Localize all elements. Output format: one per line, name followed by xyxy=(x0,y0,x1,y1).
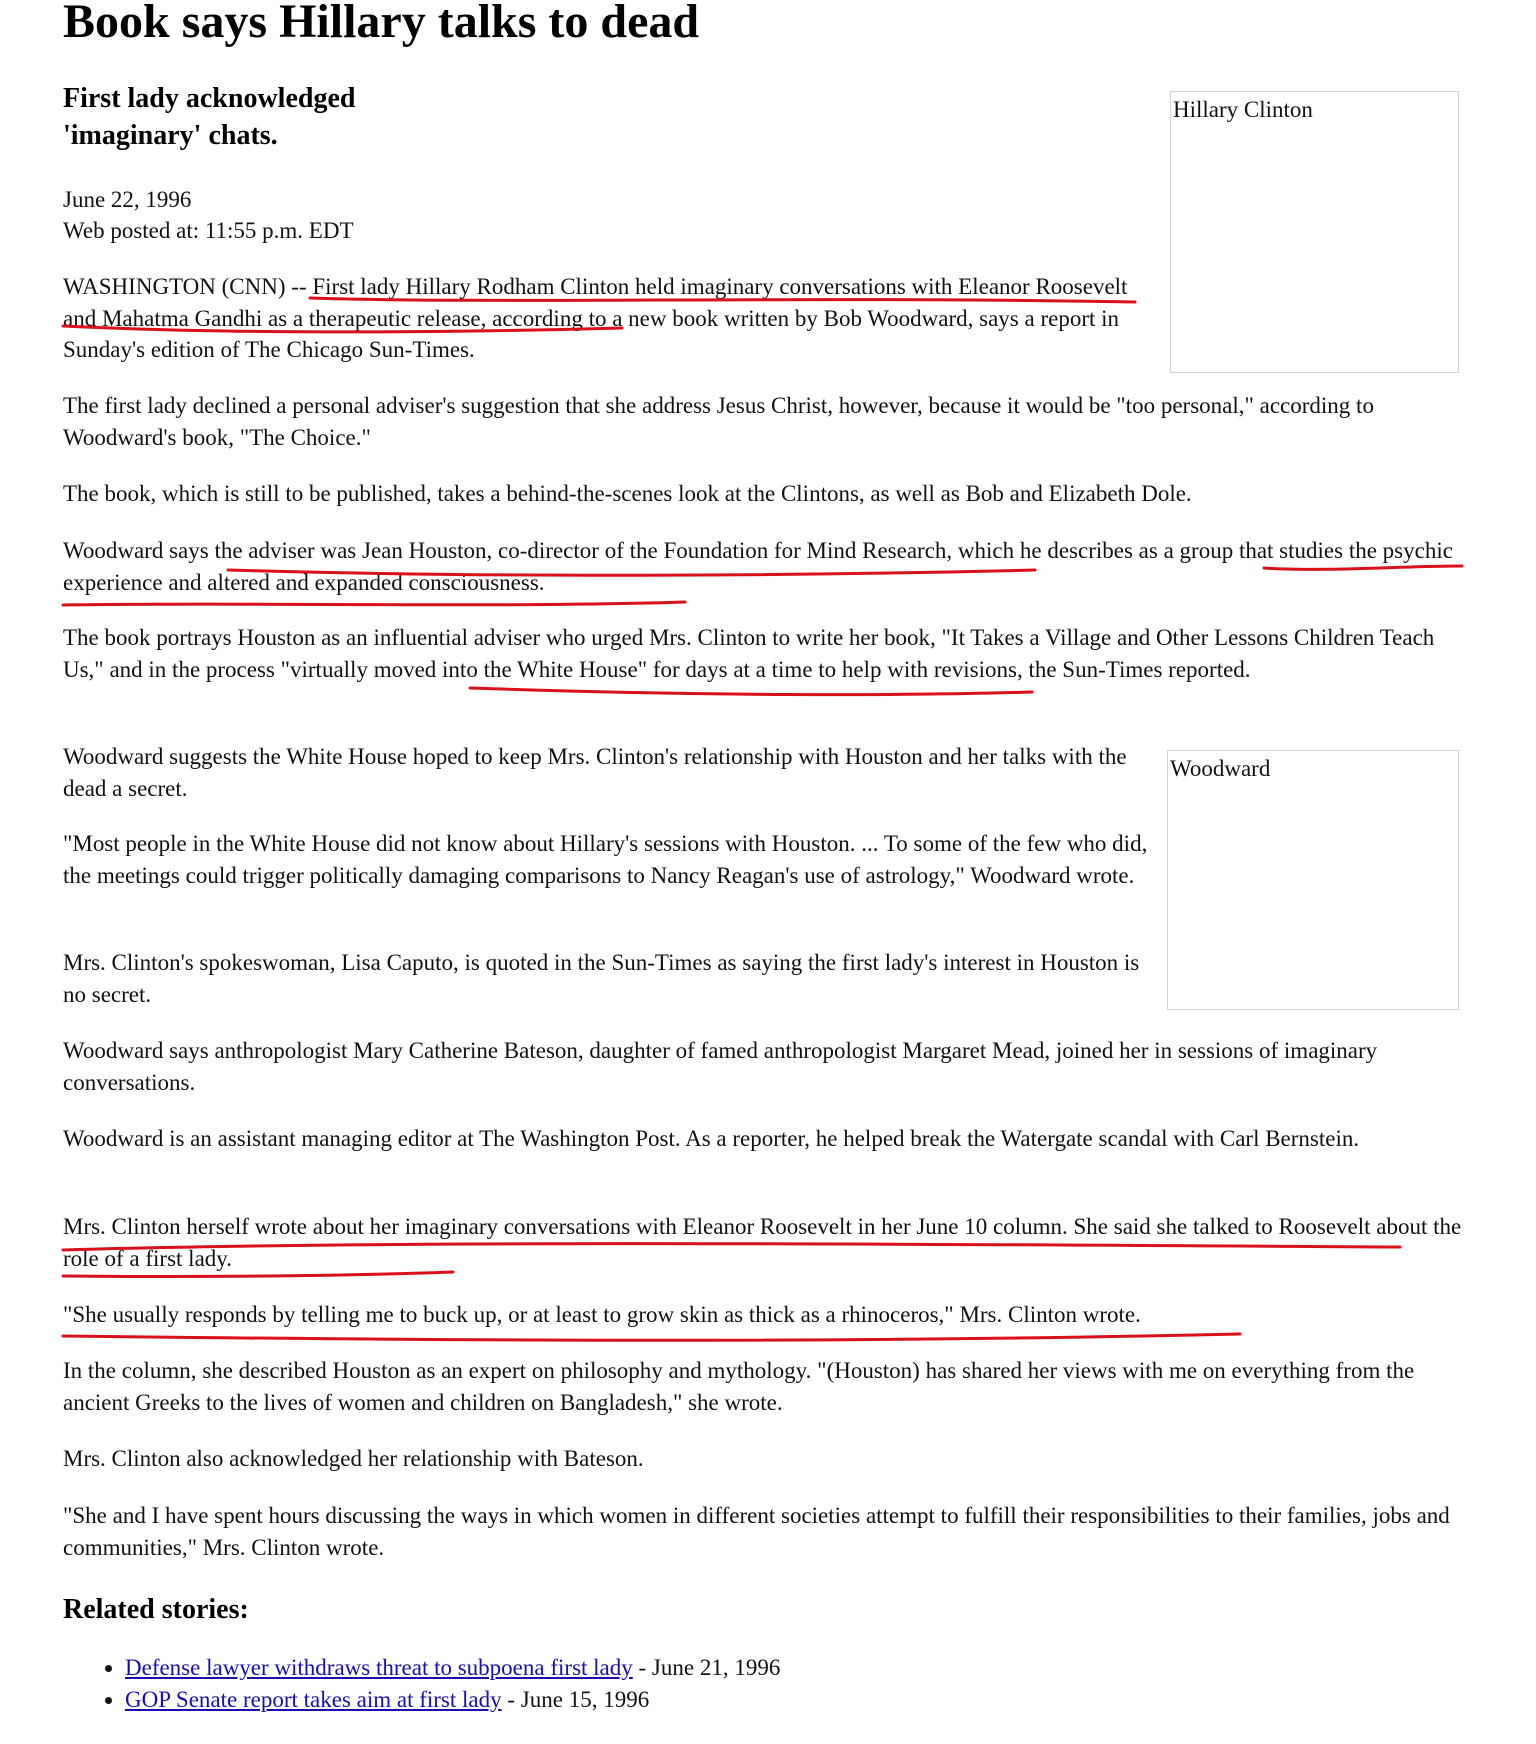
web-posted: Web posted at: 11:55 p.m. EDT xyxy=(63,218,354,243)
subhead: First lady acknowledged 'imaginary' chats. xyxy=(63,83,356,151)
underline-stroke xyxy=(470,688,1032,695)
woodward-photo-frame xyxy=(1167,750,1459,1010)
paragraph-12: "She usually responds by telling me to buck up, or at least to grow skin as thick as a rhinoceros," Mrs. Clinton wrote. xyxy=(63,1302,1141,1327)
underline-stroke xyxy=(63,1334,1240,1340)
paragraph-10: Woodward is an assistant managing editor at The Washington Post. As a reporter, he helped break the Watergate scandal with Carl Bernstein. xyxy=(63,1126,1360,1151)
related-stories-list xyxy=(63,1652,780,1715)
hillary-photo-caption: Hillary Clinton xyxy=(1173,97,1313,122)
paragraph-1: WASHINGTON (CNN) -- First lady Hillary Rodham Clinton held imaginary conversations with Eleanor Roosevelt and Mahatma Gandhi as a therapeutic release, according to a new book written by Bob Woodward, says a report in Sunday's edition of The Chicago Sun-Times. xyxy=(63,274,1128,362)
paragraph-11: Mrs. Clinton herself wrote about her imaginary conversations with Eleanor Roosevelt in her June 10 column. She said she talked to Roosevelt about the role of a first lady. xyxy=(63,1214,1462,1271)
paragraph-7: "Most people in the White House did not know about Hillary's sessions with Houston. ... To some of the few who did, the meetings could trigger politically damaging comparisons to Nancy Reagan's use of astrology," Woodward wrote. xyxy=(63,831,1148,888)
paragraph-6: Woodward suggests the White House hoped to keep Mrs. Clinton's relationship with Houston and her talks with the dead a secret. xyxy=(63,744,1127,801)
paragraph-13: In the column, she described Houston as an expert on philosophy and mythology. "(Houston) has shared her views with me on everything from the ancient Greeks to the lives of women and children on Bangladesh," she wrote. xyxy=(63,1358,1415,1415)
paragraph-5: The book portrays Houston as an influential adviser who urged Mrs. Clinton to write her book, "It Takes a Village and Other Lessons Children Teach Us," and in the process "virtually moved into the White House" for days at a time to help with revisions, the Sun-Times reported. xyxy=(63,625,1435,682)
paragraph-3: The book, which is still to be published, takes a behind-the-scenes look at the Clintons, as well as Bob and Elizabeth Dole. xyxy=(63,481,1192,506)
woodward-photo-caption: Woodward xyxy=(1170,756,1271,781)
dateline-date: June 22, 1996 xyxy=(63,187,192,212)
underline-stroke xyxy=(63,602,685,605)
paragraph-4: Woodward says the adviser was Jean Houston, co-director of the Foundation for Mind Research, which he describes as a group that studies the psychic experience and altered and expanded consciousness. xyxy=(63,538,1453,595)
paragraph-8: Mrs. Clinton's spokeswoman, Lisa Caputo, is quoted in the Sun-Times as saying the first lady's interest in Houston is no secret. xyxy=(63,950,1140,1007)
headline: Book says Hillary talks to dead xyxy=(63,0,700,48)
list-item xyxy=(125,1684,780,1716)
paragraph-2: The first lady declined a personal adviser's suggestion that she address Jesus Christ, however, because it would be "too personal," according to Woodward's book, "The Choice." xyxy=(63,393,1374,450)
paragraph-14: Mrs. Clinton also acknowledged her relationship with Bateson. xyxy=(63,1446,644,1471)
related-stories-heading: Related stories: xyxy=(63,1594,249,1625)
related-link-gop-senate[interactable]: GOP Senate report takes aim at first lady xyxy=(125,1686,502,1712)
paragraph-15: "She and I have spent hours discussing the ways in which women in different societies attempt to fulfill their responsibilities to their families, jobs and communities," Mrs. Clinton wrote. xyxy=(63,1503,1450,1560)
paragraph-9: Woodward says anthropologist Mary Catherine Bateson, daughter of famed anthropologist Margaret Mead, joined her in sessions of imaginary conversations. xyxy=(63,1038,1378,1095)
related-date: - June 15, 1996 xyxy=(501,1686,650,1712)
related-date: - June 21, 1996 xyxy=(632,1655,781,1680)
list-item xyxy=(125,1652,780,1684)
related-link-defense-lawyer[interactable]: Defense lawyer withdraws threat to subpoena first lady xyxy=(125,1655,633,1680)
hillary-photo-frame xyxy=(1170,91,1459,373)
